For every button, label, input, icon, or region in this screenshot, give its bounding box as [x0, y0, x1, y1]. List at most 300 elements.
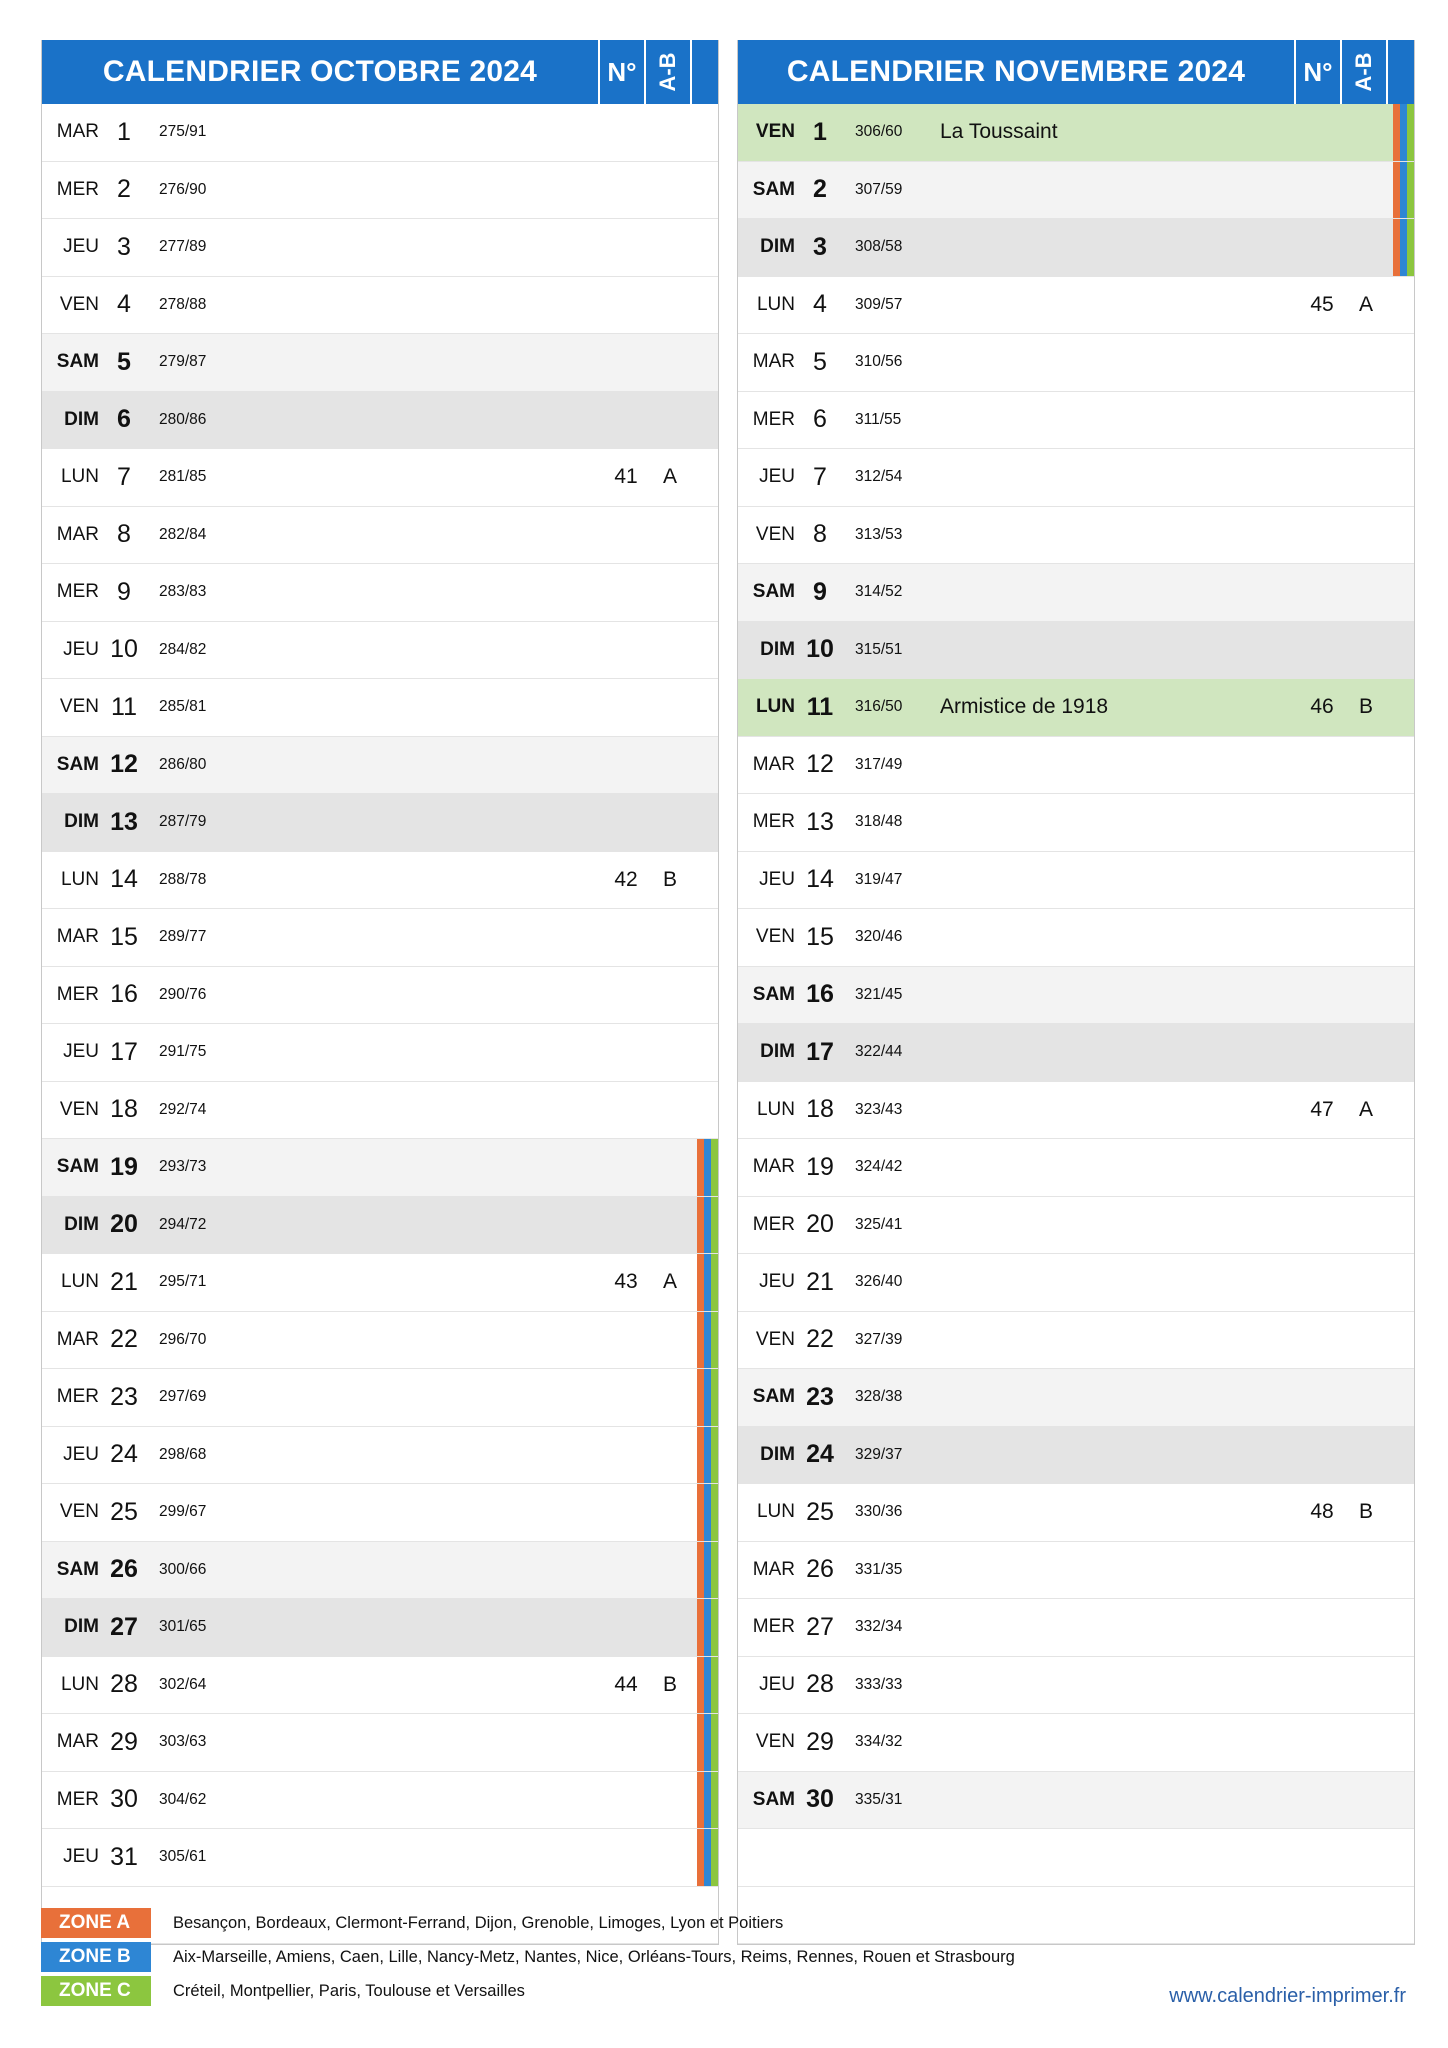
day-number: 6	[813, 405, 827, 434]
day-name: SAM	[56, 351, 99, 373]
day-row	[738, 1082, 1414, 1140]
day-number: 13	[806, 807, 834, 836]
day-number: 30	[806, 1785, 834, 1814]
day-of-year: 331/35	[855, 1560, 903, 1578]
day-name: JEU	[759, 1673, 795, 1695]
ab-week: B	[662, 867, 677, 891]
day-name: JEU	[63, 1846, 99, 1868]
day-number: 11	[111, 692, 137, 721]
day-number: 17	[110, 1037, 138, 1066]
day-row	[42, 1254, 718, 1312]
day-name: JEU	[63, 1443, 99, 1465]
day-number: 20	[806, 1210, 834, 1239]
empty-row	[738, 1829, 1414, 1887]
week-number: 41	[614, 465, 638, 489]
day-of-year: 332/34	[855, 1618, 903, 1636]
day-of-year: 318/48	[855, 813, 903, 831]
school-holiday-zones	[692, 1542, 718, 1599]
day-number: 16	[806, 980, 834, 1009]
zone-a-stripe	[697, 1197, 704, 1254]
zone-c-stripe	[1407, 162, 1414, 219]
school-holiday-zones	[692, 1312, 718, 1369]
ab-week: B	[1358, 1500, 1373, 1524]
day-row	[738, 1484, 1414, 1542]
day-name: MAR	[752, 351, 795, 373]
day-of-year: 307/59	[855, 180, 903, 198]
day-number: 12	[806, 750, 834, 779]
zone-a-stripe	[1393, 219, 1400, 276]
zone-b-stripe	[1400, 219, 1407, 276]
day-number: 28	[806, 1670, 834, 1699]
day-name: VEN	[755, 926, 795, 948]
day-row	[42, 1484, 718, 1542]
zone-a-stripe	[697, 1542, 704, 1599]
day-of-year: 316/50	[855, 698, 903, 716]
day-row	[738, 622, 1414, 680]
day-number: 15	[110, 922, 138, 951]
day-of-year: 299/67	[159, 1503, 207, 1521]
day-name: DIM	[760, 1443, 795, 1465]
day-of-year: 297/69	[159, 1388, 207, 1406]
day-name: VEN	[755, 1328, 795, 1350]
zone-b-stripe	[704, 1312, 711, 1369]
day-number: 18	[110, 1095, 138, 1124]
day-name: SAM	[56, 1156, 99, 1178]
zone-c-stripe	[711, 1829, 718, 1886]
zone-b-stripe	[704, 1714, 711, 1771]
day-of-year: 285/81	[159, 698, 207, 716]
october-calendar	[41, 40, 719, 1945]
day-number: 10	[110, 635, 138, 664]
day-number: 23	[110, 1382, 138, 1411]
day-of-year: 286/80	[159, 755, 207, 773]
zone-c-stripe	[711, 1139, 718, 1196]
day-name: VEN	[59, 293, 99, 315]
day-name: DIM	[64, 408, 99, 430]
day-row	[42, 449, 718, 507]
day-number: 9	[813, 577, 827, 606]
day-of-year: 315/51	[855, 640, 903, 658]
week-number: 46	[1310, 695, 1334, 719]
day-row	[42, 909, 718, 967]
day-number: 23	[806, 1382, 834, 1411]
zone-b-stripe	[704, 1599, 711, 1656]
zone-c-stripe	[711, 1714, 718, 1771]
day-of-year: 321/45	[855, 985, 903, 1003]
week-number: 42	[614, 867, 638, 891]
day-of-year: 283/83	[159, 583, 207, 601]
zone-b-stripe	[704, 1369, 711, 1426]
day-of-year: 301/65	[159, 1618, 207, 1636]
day-name: LUN	[756, 1098, 795, 1120]
day-number: 16	[110, 980, 138, 1009]
zone-a-stripe	[697, 1254, 704, 1311]
day-row	[42, 334, 718, 392]
day-of-year: 335/31	[855, 1790, 903, 1808]
day-number: 24	[806, 1440, 834, 1469]
day-name: SAM	[752, 1788, 795, 1810]
day-of-year: 293/73	[159, 1158, 207, 1176]
school-holiday-zones	[692, 1369, 718, 1426]
school-holiday-zones	[1388, 104, 1414, 161]
day-row	[738, 1312, 1414, 1370]
day-of-year: 303/63	[159, 1733, 207, 1751]
day-of-year: 305/61	[159, 1848, 207, 1866]
day-of-year: 333/33	[855, 1675, 903, 1693]
zone-c-badge: ZONE C	[41, 1976, 151, 2006]
day-name: MER	[56, 1788, 99, 1810]
zone-a-stripe	[697, 1657, 704, 1714]
day-of-year: 276/90	[159, 180, 207, 198]
day-name: SAM	[752, 983, 795, 1005]
school-holiday-zones	[692, 1427, 718, 1484]
zone-b-stripe	[1400, 104, 1407, 161]
ab-week-header: A-B	[1340, 40, 1386, 104]
day-number: 27	[806, 1612, 834, 1641]
week-number: 43	[614, 1270, 638, 1294]
day-name: JEU	[759, 466, 795, 488]
day-row	[738, 1139, 1414, 1197]
day-name: MAR	[56, 1731, 99, 1753]
zone-c-stripe	[711, 1484, 718, 1541]
day-of-year: 291/75	[159, 1043, 207, 1061]
week-number-header: N°	[1294, 40, 1340, 104]
day-number: 4	[813, 290, 827, 319]
day-of-year: 325/41	[855, 1215, 903, 1233]
zone-c-stripe	[711, 1657, 718, 1714]
day-of-year: 304/62	[159, 1790, 207, 1808]
zone-a-stripe	[697, 1312, 704, 1369]
day-row	[738, 737, 1414, 795]
day-number: 5	[813, 347, 827, 376]
school-holiday-zones	[692, 1197, 718, 1254]
november-calendar	[737, 40, 1415, 1945]
zone-c-stripe	[1407, 104, 1414, 161]
school-holiday-zones	[692, 1599, 718, 1656]
day-row	[738, 104, 1414, 162]
day-name: JEU	[63, 236, 99, 258]
day-name: MAR	[752, 1156, 795, 1178]
school-holiday-zones	[692, 1714, 718, 1771]
zone-b-stripe	[704, 1772, 711, 1829]
day-name: SAM	[56, 1558, 99, 1580]
day-row	[738, 794, 1414, 852]
day-name: JEU	[759, 1271, 795, 1293]
day-of-year: 320/46	[855, 928, 903, 946]
day-name: MER	[752, 1616, 795, 1638]
day-row	[42, 219, 718, 277]
zone-a-stripe	[697, 1427, 704, 1484]
week-number: 45	[1310, 292, 1334, 316]
day-name: JEU	[759, 868, 795, 890]
day-name: MER	[752, 811, 795, 833]
day-name: DIM	[64, 1213, 99, 1235]
zone-c-stripe	[711, 1599, 718, 1656]
day-row	[738, 219, 1414, 277]
day-name: VEN	[59, 1501, 99, 1523]
day-of-year: 288/78	[159, 870, 207, 888]
day-name: DIM	[760, 638, 795, 660]
month-title: CALENDRIER OCTOBRE 2024	[102, 55, 538, 88]
day-number: 20	[110, 1210, 138, 1239]
day-number: 11	[806, 692, 834, 721]
day-row	[42, 622, 718, 680]
day-row	[738, 967, 1414, 1025]
day-of-year: 277/89	[159, 238, 207, 256]
school-holiday-zones	[692, 1829, 718, 1886]
day-of-year: 330/36	[855, 1503, 903, 1521]
zone-b-stripe	[704, 1427, 711, 1484]
day-of-year: 287/79	[159, 813, 207, 831]
day-of-year: 314/52	[855, 583, 903, 601]
day-of-year: 328/38	[855, 1388, 903, 1406]
day-row	[42, 1082, 718, 1140]
day-number: 26	[806, 1555, 834, 1584]
day-row	[42, 1542, 718, 1600]
day-number: 8	[813, 520, 827, 549]
day-name: LUN	[756, 293, 795, 315]
day-of-year: 329/37	[855, 1445, 903, 1463]
day-number: 4	[117, 290, 131, 319]
zone-c-cities: Créteil, Montpellier, Paris, Toulouse et Versailles	[173, 1981, 525, 2000]
day-row	[42, 392, 718, 450]
holiday-label: Armistice de 1918	[940, 695, 1109, 719]
zone-c-stripe	[711, 1197, 718, 1254]
zone-b-stripe	[704, 1829, 711, 1886]
school-holiday-zones	[1388, 219, 1414, 276]
day-row	[42, 1657, 718, 1715]
day-of-year: 280/86	[159, 410, 207, 428]
day-number: 6	[117, 405, 131, 434]
day-row	[738, 1369, 1414, 1427]
day-of-year: 310/56	[855, 353, 903, 371]
day-name: DIM	[64, 1616, 99, 1638]
day-name: DIM	[64, 811, 99, 833]
day-name: MAR	[752, 1558, 795, 1580]
zone-b-stripe	[704, 1197, 711, 1254]
day-row	[42, 162, 718, 220]
day-number: 1	[813, 117, 827, 146]
day-name: VEN	[59, 1098, 99, 1120]
ab-week: B	[1358, 695, 1373, 719]
day-number: 2	[813, 175, 827, 204]
week-number: 47	[1310, 1097, 1334, 1121]
week-number: 44	[614, 1672, 638, 1696]
day-row	[42, 1599, 718, 1657]
zone-a-stripe	[697, 1714, 704, 1771]
day-of-year: 322/44	[855, 1043, 903, 1061]
zone-a-cities: Besançon, Bordeaux, Clermont-Ferrand, Dijon, Grenoble, Limoges, Lyon et Poitiers	[173, 1913, 784, 1932]
website-link[interactable]: www.calendrier-imprimer.fr	[1169, 1985, 1406, 2007]
zone-a-badge: ZONE A	[41, 1908, 151, 1938]
day-name: MER	[752, 408, 795, 430]
day-name: SAM	[752, 1386, 795, 1408]
school-holiday-zones	[692, 1484, 718, 1541]
ab-week: A	[662, 1270, 677, 1294]
week-number: 48	[1310, 1500, 1334, 1524]
day-row	[42, 507, 718, 565]
day-of-year: 323/43	[855, 1100, 903, 1118]
day-row	[738, 852, 1414, 910]
ab-week: A	[1358, 292, 1373, 316]
day-row	[738, 564, 1414, 622]
zone-a-stripe	[697, 1369, 704, 1426]
zone-c-stripe	[711, 1427, 718, 1484]
day-row	[42, 737, 718, 795]
day-number: 1	[117, 117, 131, 146]
day-number: 5	[117, 347, 131, 376]
day-row	[738, 1772, 1414, 1830]
day-row	[738, 507, 1414, 565]
day-row	[738, 1542, 1414, 1600]
day-of-year: 294/72	[159, 1215, 207, 1233]
zone-b-stripe	[1400, 162, 1407, 219]
day-number: 21	[110, 1267, 138, 1296]
day-number: 2	[117, 175, 131, 204]
day-number: 19	[806, 1152, 834, 1181]
day-row	[42, 967, 718, 1025]
day-row	[738, 1657, 1414, 1715]
day-number: 17	[806, 1037, 834, 1066]
day-number: 12	[110, 750, 138, 779]
day-number: 25	[110, 1497, 138, 1526]
day-number: 14	[806, 865, 834, 894]
day-number: 21	[806, 1267, 834, 1296]
day-row	[42, 104, 718, 162]
day-name: MER	[56, 1386, 99, 1408]
day-row	[738, 449, 1414, 507]
zone-a-stripe	[697, 1599, 704, 1656]
day-number: 28	[110, 1670, 138, 1699]
zone-b-badge: ZONE B	[41, 1942, 151, 1972]
day-name: VEN	[755, 1731, 795, 1753]
day-of-year: 281/85	[159, 468, 207, 486]
day-name: LUN	[60, 1271, 99, 1293]
day-number: 14	[110, 865, 138, 894]
day-name: VEN	[755, 121, 795, 143]
legend-zone-b	[41, 1940, 1421, 1974]
day-of-year: 282/84	[159, 525, 207, 543]
zone-c-stripe	[711, 1369, 718, 1426]
day-of-year: 292/74	[159, 1100, 207, 1118]
day-row	[738, 679, 1414, 737]
day-row	[42, 679, 718, 737]
ab-week: A	[662, 465, 677, 489]
zone-header-spacer	[1386, 40, 1414, 104]
day-number: 7	[813, 462, 827, 491]
day-name: LUN	[60, 1673, 99, 1695]
day-name: SAM	[752, 581, 795, 603]
school-holiday-zones	[1388, 162, 1414, 219]
school-holiday-zones	[692, 1657, 718, 1714]
day-of-year: 327/39	[855, 1330, 903, 1348]
zone-b-stripe	[704, 1484, 711, 1541]
day-name: DIM	[760, 1041, 795, 1063]
zone-header-spacer	[690, 40, 718, 104]
day-name: SAM	[752, 178, 795, 200]
day-name: VEN	[59, 696, 99, 718]
day-of-year: 289/77	[159, 928, 207, 946]
day-row	[738, 1599, 1414, 1657]
day-row	[42, 1197, 718, 1255]
day-row	[42, 1024, 718, 1082]
day-row	[738, 392, 1414, 450]
day-number: 24	[110, 1440, 138, 1469]
day-name: MER	[56, 983, 99, 1005]
day-of-year: 312/54	[855, 468, 903, 486]
day-of-year: 324/42	[855, 1158, 903, 1176]
day-of-year: 306/60	[855, 123, 903, 141]
zone-c-stripe	[711, 1254, 718, 1311]
day-name: MAR	[56, 523, 99, 545]
day-row	[42, 1369, 718, 1427]
zone-c-stripe	[711, 1312, 718, 1369]
day-name: LUN	[60, 868, 99, 890]
day-row	[738, 909, 1414, 967]
day-name: JEU	[63, 638, 99, 660]
day-row	[42, 1312, 718, 1370]
day-name: LUN	[755, 696, 795, 718]
day-name: LUN	[756, 1501, 795, 1523]
day-number: 25	[806, 1497, 834, 1526]
day-row	[738, 277, 1414, 335]
day-row	[738, 334, 1414, 392]
day-of-year: 279/87	[159, 353, 207, 371]
day-of-year: 298/68	[159, 1445, 207, 1463]
november-rows	[738, 104, 1414, 1944]
day-of-year: 302/64	[159, 1675, 207, 1693]
day-name: VEN	[755, 523, 795, 545]
ab-week-header: A-B	[644, 40, 690, 104]
day-name: JEU	[63, 1041, 99, 1063]
day-of-year: 275/91	[159, 123, 207, 141]
day-number: 7	[117, 462, 131, 491]
day-row	[738, 1197, 1414, 1255]
day-of-year: 284/82	[159, 640, 207, 658]
zone-a-stripe	[1393, 162, 1400, 219]
day-number: 18	[806, 1095, 834, 1124]
day-number: 29	[806, 1727, 834, 1756]
day-row	[42, 1829, 718, 1887]
day-name: MAR	[56, 121, 99, 143]
day-row	[42, 1772, 718, 1830]
day-of-year: 311/55	[855, 410, 902, 428]
day-number: 3	[117, 232, 131, 261]
day-of-year: 334/32	[855, 1733, 903, 1751]
day-row	[42, 564, 718, 622]
zone-a-stripe	[697, 1829, 704, 1886]
day-number: 27	[110, 1612, 138, 1641]
day-row	[42, 1139, 718, 1197]
zone-c-stripe	[711, 1772, 718, 1829]
day-row	[738, 1024, 1414, 1082]
day-number: 3	[813, 232, 827, 261]
day-number: 8	[117, 520, 131, 549]
day-name: DIM	[760, 236, 795, 258]
day-number: 10	[806, 635, 834, 664]
day-row	[738, 1714, 1414, 1772]
zone-a-stripe	[1393, 104, 1400, 161]
day-row	[738, 1254, 1414, 1312]
month-title: CALENDRIER NOVEMBRE 2024	[786, 55, 1246, 88]
day-number: 19	[110, 1152, 138, 1181]
day-number: 22	[110, 1325, 138, 1354]
day-of-year: 278/88	[159, 295, 207, 313]
day-of-year: 290/76	[159, 985, 207, 1003]
day-number: 26	[110, 1555, 138, 1584]
day-row	[42, 794, 718, 852]
day-number: 22	[806, 1325, 834, 1354]
